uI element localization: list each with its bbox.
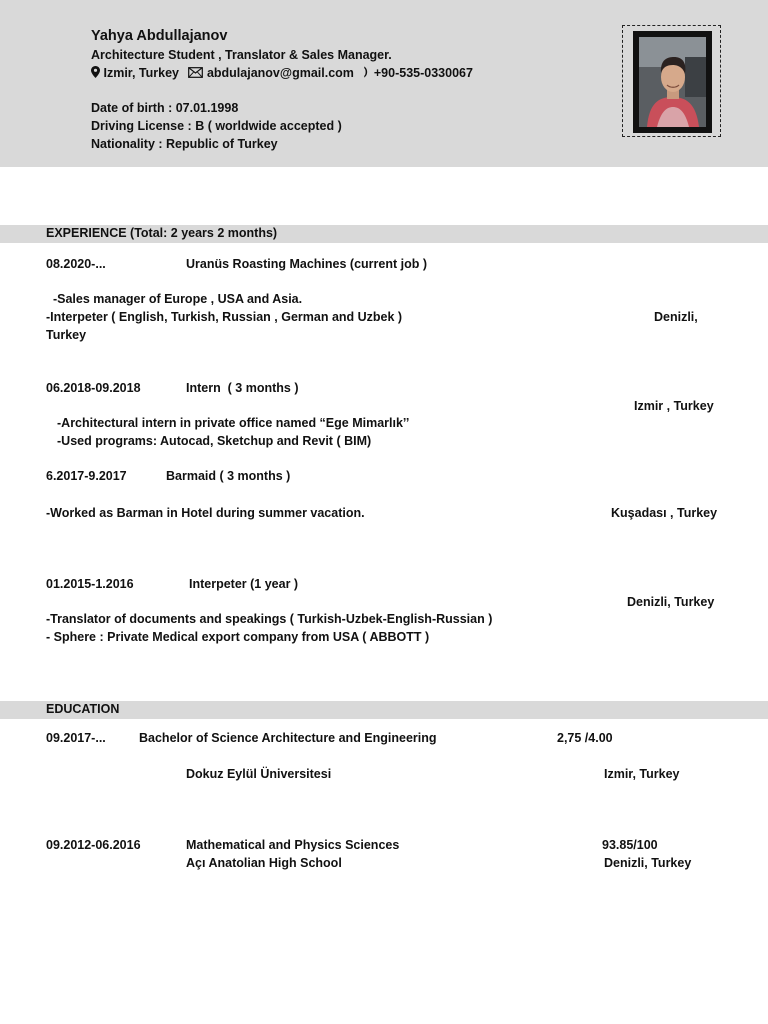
- envelope-icon: [188, 67, 203, 81]
- job-detail: -Worked as Barman in Hotel during summer vacation.: [46, 506, 365, 520]
- education-grade: 93.85/100: [602, 838, 658, 852]
- job-period: 08.2020-...: [46, 257, 106, 271]
- job-detail: - Sphere : Private Medical export company from USA ( ABBOTT ): [46, 630, 430, 644]
- job-role: Barmaid ( 3 months ): [166, 469, 291, 483]
- job-role: Uranüs Roasting Machines (current job ): [186, 257, 428, 271]
- education-period: 09.2017-...: [46, 731, 106, 745]
- candidate-title: Architecture Student , Translator & Sales Manager.: [91, 48, 392, 62]
- photo-frame: [622, 25, 721, 137]
- education-location: Denizli, Turkey: [604, 856, 692, 870]
- job-period: 6.2017-9.2017: [46, 469, 127, 483]
- job-role: Interpeter (1 year ): [189, 577, 299, 591]
- phone-icon: [363, 66, 370, 81]
- job-period: 06.2018-09.2018: [46, 381, 141, 395]
- job-role: Intern ( 3 months ): [186, 381, 299, 395]
- driving-license: Driving License : B ( worldwide accepted ): [91, 119, 342, 133]
- job-detail: -Interpeter ( English, Turkish, Russian , German and Uzbek ): [46, 310, 403, 324]
- email-text[interactable]: abdulajanov@gmail.com: [206, 66, 354, 80]
- job-detail: Turkey: [46, 328, 87, 342]
- education-school: Dokuz Eylül Üniversitesi: [186, 767, 332, 781]
- education-degree: Mathematical and Physics Sciences: [186, 838, 400, 852]
- job-location: Denizli,: [654, 310, 698, 324]
- education-location: Izmir, Turkey: [604, 767, 680, 781]
- phone-text[interactable]: +90-535-0330067: [373, 66, 473, 80]
- map-pin-icon: [91, 66, 100, 81]
- education-school: Açı Anatolian High School: [186, 856, 342, 870]
- experience-heading: EXPERIENCE (Total: 2 years 2 months): [46, 226, 278, 240]
- contact-line: [91, 66, 473, 81]
- nationality: Nationality : Republic of Turkey: [91, 137, 278, 151]
- job-detail: -Architectural intern in private office named “Ege Mimarlık’’: [57, 416, 410, 430]
- job-location: Kuşadası , Turkey: [611, 506, 718, 520]
- job-detail: -Sales manager of Europe , USA and Asia.: [46, 292, 303, 306]
- job-period: 01.2015-1.2016: [46, 577, 134, 591]
- date-of-birth: Date of birth : 07.01.1998: [91, 101, 239, 115]
- education-heading: EDUCATION: [46, 702, 120, 716]
- job-location: Denizli, Turkey: [627, 595, 715, 609]
- location-text: Izmir, Turkey: [103, 66, 179, 80]
- education-degree: Bachelor of Science Architecture and Engineering: [139, 731, 437, 745]
- profile-photo: [633, 31, 712, 133]
- education-period: 09.2012-06.2016: [46, 838, 141, 852]
- job-detail: -Used programs: Autocad, Sketchup and Revit ( BIM): [57, 434, 372, 448]
- candidate-name: Yahya Abdullajanov: [91, 28, 228, 44]
- job-detail: -Translator of documents and speakings ( Turkish-Uzbek-English-Russian ): [46, 612, 493, 626]
- education-grade: 2,75 /4.00: [557, 731, 613, 745]
- job-location: Izmir , Turkey: [634, 399, 714, 413]
